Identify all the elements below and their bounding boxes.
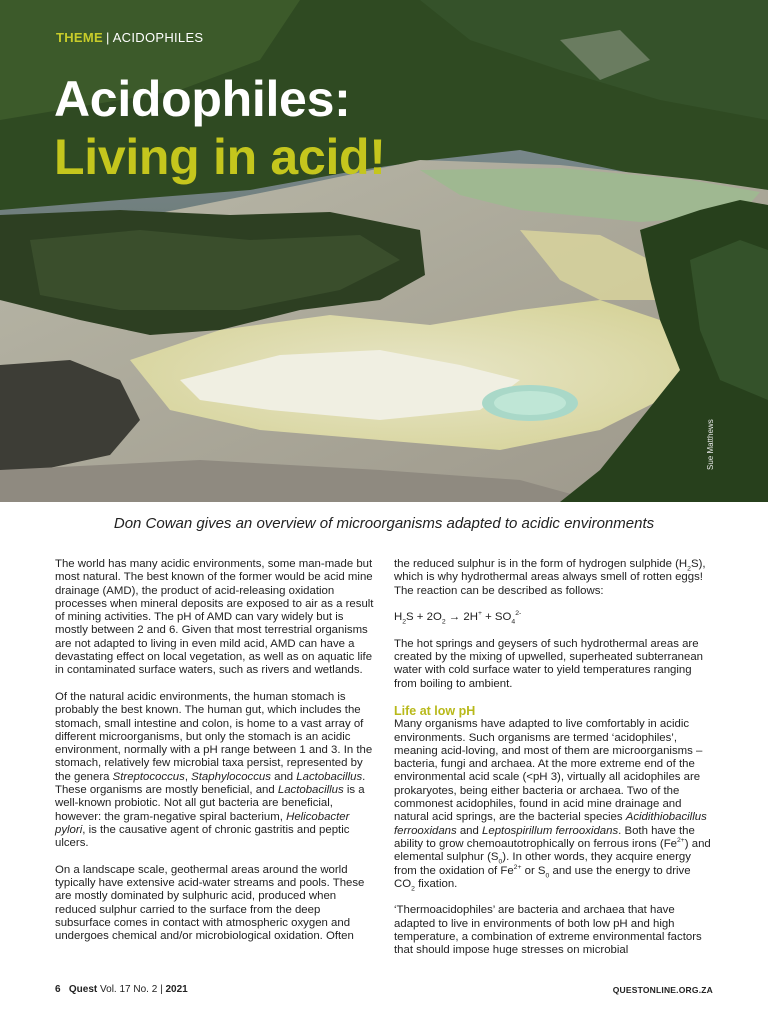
subscript: 2	[687, 565, 691, 573]
text-run: S), which is why hydrothermal areas always smell of rotten eggs! The reaction can be described as follows:	[394, 558, 706, 597]
text-run: . These organisms are mostly beneficial, and	[55, 770, 366, 797]
photo-credit: Sue Matthews	[706, 419, 715, 470]
magazine-name: Quest	[68, 984, 98, 995]
superscript: 2+	[513, 863, 522, 871]
theme-line	[56, 30, 203, 45]
genus-name: Staphylococcus	[191, 770, 271, 783]
subscript: 0	[545, 871, 550, 879]
article-title-line2: Living in acid!	[54, 129, 386, 185]
subheading: Life at low pH	[394, 704, 476, 719]
genus-name: Lactobacillus	[277, 784, 344, 797]
eq-part: 2H	[463, 611, 478, 624]
text-run: Of the natural acidic environments, the human stomach is probably the best known. The human gut, which includes the stomach, small intestine and colon, is home to a vast array of different microorganisms, but only the stomach is an acidic environment, normally with a pH range between 1 and 3. In the stomach, relatively few microbial taxa persist, represented by the genera	[55, 690, 373, 783]
eq-superscript: 2-	[515, 610, 522, 618]
paragraph: ‘Thermoacidophiles’ are bacteria and archaea that have adapted to live in environments of both low pH and high temperature, a combination of extreme environmental factors that should impose huge stresses on microbial	[394, 904, 702, 957]
website-link[interactable]: QUESTONLINE.ORG.ZA	[612, 985, 713, 995]
chemical-equation	[394, 611, 714, 624]
text-run: ,	[184, 770, 192, 783]
theme-label: THEME	[56, 30, 103, 45]
text-run: . Both have the ability to grow chemoautotrophically on ferrous irons (Fe	[394, 824, 695, 850]
superscript: 2+	[677, 837, 685, 845]
text-run: and use the energy to drive CO	[394, 864, 691, 890]
page-number: 6	[55, 984, 61, 995]
standfirst: Don Cowan gives an overview of microorganisms adapted to acidic environments	[113, 515, 655, 532]
year: 2021	[165, 984, 188, 995]
species-name: Leptospirillum ferrooxidans	[482, 824, 619, 837]
paragraph	[394, 718, 714, 891]
species-name: Acidithiobacillus ferrooxidans	[394, 811, 707, 837]
subscript: 2	[411, 885, 415, 893]
text-run: ). In other words, they acquire energy from the oxidation of Fe	[394, 851, 691, 877]
text-run: and	[456, 824, 483, 837]
text-run: ) and elemental sulphur (S	[394, 837, 711, 864]
reaction-arrow: →	[445, 611, 464, 624]
text-run: fixation.	[414, 877, 458, 890]
footer-separator: |	[160, 984, 163, 995]
eq-subscript: 2	[402, 618, 407, 626]
footer-page-info	[55, 984, 188, 995]
text-run: and	[270, 770, 297, 783]
eq-subscript: 4	[511, 618, 516, 626]
species-name: Helicobacter pylori	[55, 810, 350, 836]
left-column	[55, 558, 375, 957]
text-run: or S	[521, 864, 546, 877]
genus-name: Lactobacillus	[296, 770, 363, 783]
eq-superscript: +	[477, 610, 482, 618]
eq-subscript: 2	[441, 618, 446, 626]
volume-info: Vol. 17 No. 2	[100, 984, 158, 995]
paragraph	[394, 558, 714, 598]
eq-part: S + 2O	[406, 611, 442, 624]
subscript: 0	[498, 858, 503, 866]
section-label: ACIDOPHILES	[112, 30, 204, 45]
paragraph	[55, 691, 375, 851]
text-run: Many organisms have adapted to live comfortably in acidic environments. Such organisms are termed ‘acidophiles’, meaning acid-loving, and most of them are microorganisms – bacteria, fungi and archaea. At the more extreme end of the environmental acid scale (<pH 3), virtually all acidophiles are prokaryotes, being either bacteria or archaea. Two of the commonest acidophiles, found in acid mine drainage and natural acid springs, are the bacterial species	[394, 718, 703, 824]
genus-name: Streptococcus	[112, 770, 185, 783]
theme-separator: |	[106, 30, 110, 45]
paragraph: The world has many acidic environments, some man-made but most natural. The best known of the former would be acid mine drainage (AMD), the product of acid-releasing oxidation processes when mineral deposits are exposed to air as a result of mining activities. The pH of AMD can vary widely but is mostly between 2 and 6. Given that most terrestrial organisms are not adapted to living in even mild acid, AMD can have a devastating effect on local vegetation, as well as on aquatic life in contaminated surface waters, such as rivers and wetlands.	[55, 558, 374, 677]
text-run: the reduced sulphur is in the form of hydrogen sulphide (H	[394, 558, 688, 570]
eq-part: H	[394, 611, 403, 624]
eq-part: + SO	[481, 611, 512, 624]
text-run: is a well-known probiotic. Not all gut bacteria are beneficial, however: the gram-negative spiral bacterium,	[55, 784, 365, 823]
right-column	[394, 558, 714, 971]
article-title-line1: Acidophiles:	[54, 71, 351, 127]
paragraph: On a landscape scale, geothermal areas around the world typically have extensive acid-water streams and pools. These are mostly dominated by sulphuric acid, produced when reduced sulphur carried to the surface from the deep subsurface comes in contact with atmospheric oxygen and undergoes chemical and/or microbiological oxidation. Often	[55, 863, 365, 943]
paragraph: The hot springs and geysers of such hydrothermal areas are created by the mixing of upwelled, superheated subterranean water with cold surface water to yield temperatures ranging from boiling to ambient.	[394, 637, 704, 690]
text-run: , is the causative agent of chronic gastritis and peptic ulcers.	[55, 823, 350, 850]
